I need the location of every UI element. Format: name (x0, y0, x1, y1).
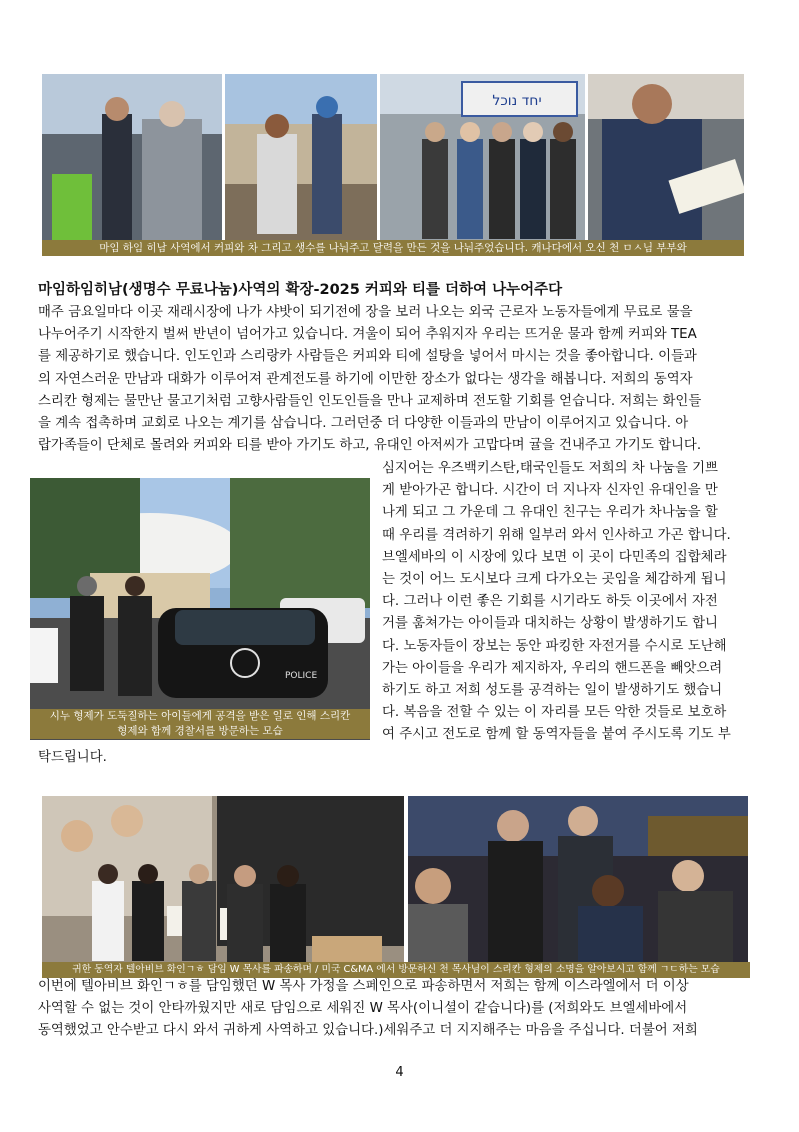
prayer-photo (408, 796, 748, 966)
text-line: 다. 그러나 이런 좋은 기회를 시기라도 하듯 이곳에서 자전 (382, 594, 718, 610)
text-line: 하기도 하고 저희 성도를 공격하는 일이 발생하기도 했습니 (382, 683, 723, 699)
market-photo-collage (42, 74, 744, 252)
text-line: 사역할 수 없는 것이 안타까웠지만 새로 담임으로 세워진 W 목사(이니셜이 같습니다)를 (저희와도 브엘세바에서 (38, 1001, 688, 1017)
text-line: 랍가족들이 단체로 몰려와 커피와 티를 받아 가기도 하고, 유대인 아저씨가 고맙다며 귤을 건내주고 가기도 합니다. (38, 438, 702, 454)
text-line: 다. 복음을 전할 수 있는 이 자리를 모든 악한 것들로 보호하 (382, 705, 727, 721)
market-photo-caption: 마임 하임 히남 사역에서 커피와 차 그리고 생수를 나눠주고 달력을 만든 것을 나눠주었습니다. 캐나다에서 오신 천 ㅁㅅ님 부부와 (42, 240, 744, 256)
text-line: 게 받아가곤 합니다. 시간이 더 지나자 신자인 유대인을 만 (382, 483, 718, 499)
page-number: 4 (395, 1065, 404, 1080)
prayer-image (408, 796, 748, 966)
closing-paragraph (38, 976, 766, 1043)
article-heading: 마임하임히남(생명수 무료나눔)사역의 확장-2025 커피와 티를 더하여 나누어주다 (38, 282, 563, 298)
text-line: 는 것이 어느 도시보다 크게 다가오는 곳임을 체감하게 됩니 (382, 572, 727, 588)
police-station-photo (30, 478, 370, 740)
police-car-text: POLICE (285, 671, 318, 681)
article-closing-word (38, 747, 238, 769)
text-line: 브엘세바의 이 시장에 있다 보면 이 곳이 다민족의 집합체라 (382, 549, 727, 565)
text-line: 이번에 텔아비브 화인ㄱㅎ를 담임했던 W 목사 가정을 스페인으로 파송하면서 저희는 함께 이스라엘에서 더 이상 (38, 979, 689, 994)
commissioning-photo (42, 796, 404, 966)
text-line: 를 제공하기로 했습니다. 인도인과 스리랑카 사람들은 커피와 티에 설탕을 넣어서 마시는 것을 좋아합니다. 이들과 (38, 349, 697, 365)
text-line: 거를 훔쳐가는 아이들과 대치하는 상황이 발생하기도 합니 (382, 616, 718, 632)
text-line: 가는 아이들을 우리가 제지하자, 우리의 핸드폰을 빼앗으려 (382, 660, 723, 676)
text-line: 때 우리를 격려하기 위해 일부러 와서 인사하고 가곤 합니다. (382, 527, 731, 543)
text-line: 여 주시고 전도로 함께 할 동역자들을 붙여 주시도록 기도 부 (382, 727, 731, 743)
text-line: 나게 되고 그 가운데 그 유대인 친구는 우리가 차나눔을 할 (382, 505, 718, 521)
text-line: 을 계속 접촉하며 교회로 나오는 계기를 삼습니다. 그러던중 더 다양한 이들과의 만남이 이루어지고 있습니다. 아 (38, 416, 689, 432)
police-caption-line: 형제와 함께 경찰서를 방문하는 모습 (117, 725, 283, 737)
text-line: 동역했었고 안수받고 다시 와서 귀하게 사역하고 있습니다.)세워주고 더 지지해주는 마음을 주십니다. 더불어 저희 (38, 1023, 698, 1039)
market-banner-text: יחד נוכל (492, 93, 542, 109)
commissioning-image (42, 796, 404, 966)
market-photo-collage-image (42, 74, 744, 252)
text-line: 심지어는 우즈백키스탄,태국인들도 저희의 차 나눔을 기쁘 (382, 461, 718, 476)
police-caption-line: 시누 형제가 도둑질하는 아이들에게 공격을 받은 일로 인해 스리칸 (49, 710, 351, 722)
text-line: 다. 노동자들이 장보는 동안 파킹한 자전거를 수시로 도난해 (382, 638, 727, 654)
text-line: 스리칸 형제는 물만난 물고기처럼 고향사람들인 인도인들을 만나 교제하며 전도할 기회를 얻습니다. 저희는 화인들 (38, 393, 702, 409)
text-line: 의 자연스러운 만남과 대화가 이루어져 관계전도를 하기에 이만한 장소가 없다는 생각을 해봅니다. 저희의 동역자 (38, 371, 693, 387)
article-side-text (382, 458, 762, 747)
text-line: 매주 금요일마다 이곳 재래시장에 나가 샤밧이 되기전에 장을 보러 나오는 외국 근로자 노동자들에게 무료로 물을 (38, 305, 693, 320)
police-photo-caption (30, 709, 370, 739)
bottom-photo-caption: 귀한 동역자 텔아비브 화인ㄱㅎ 담임 W 목사를 파송하며 / 미국 C&MA 에서 방문하신 천 목사님이 스리칸 형제의 소명을 알아보시고 함께 ㄱㄷ하는 모습 (42, 962, 750, 978)
text-line: 탁드립니다. (38, 750, 107, 765)
text-line: 나누어주기 시작한지 벌써 반년이 넘어가고 있습니다. 겨울이 되어 추워지자 우리는 뜨거운 물과 함께 커피와 TEA (38, 327, 697, 343)
article-intro (38, 302, 766, 457)
police-station-image (30, 478, 370, 740)
